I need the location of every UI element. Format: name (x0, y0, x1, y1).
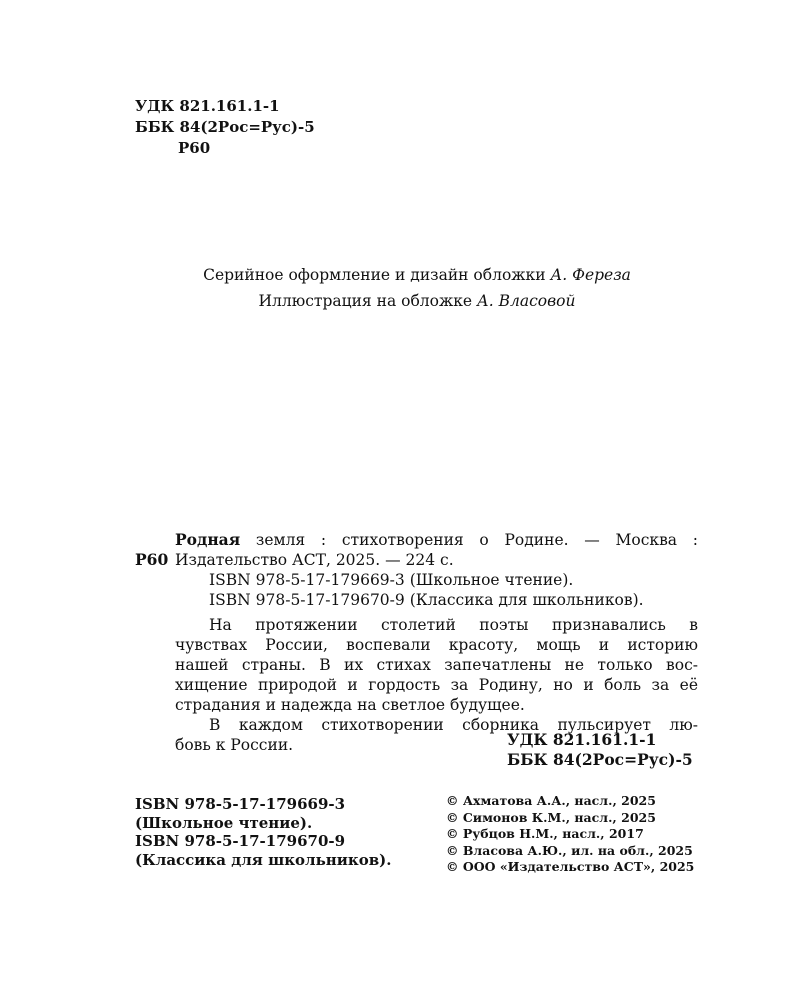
record-udk-code: УДК 821.161.1-1 (507, 730, 657, 749)
annotation-line: В каждом стихотворении сборника пульсирует лю- (209, 716, 698, 734)
isbn-footer-line: (Школьное чтение). (135, 813, 313, 832)
illustration-prefix: Иллюстрация на обложке (258, 292, 478, 310)
bbk-code: ББК 84(2Рос=Рус)-5 (135, 118, 315, 136)
record-classification (507, 730, 693, 770)
illustrator-name: А. Власовой (477, 292, 576, 310)
annotation-line: страдания и надежда на светлое будущее. (175, 696, 525, 714)
cover-designer-name: А. Фереза (550, 266, 631, 284)
book-title-bold: Родная (175, 530, 241, 549)
biblio-line-1 (175, 530, 698, 550)
copyright-notices (446, 793, 694, 876)
biblio-isbn-1: ISBN 978-5-17-179669-3 (Школьное чтение). (209, 571, 574, 589)
annotation-line: хищение природой и гордость за Родину, но и боль за её (175, 676, 698, 694)
annotation-line: На протяжении столетий поэты признавались в (209, 616, 698, 634)
record-bbk-code: ББК 84(2Рос=Рус)-5 (507, 750, 693, 769)
biblio-line-2 (135, 550, 698, 570)
bibliographic-record (135, 530, 698, 755)
biblio-line-1-rest: земля : стихотворения о Родине. — Москва : (240, 531, 698, 549)
isbn-footer-line: ISBN 978-5-17-179670-9 (135, 832, 346, 850)
classification-top (135, 96, 315, 159)
udk-code: УДК 821.161.1-1 (135, 97, 280, 115)
isbn-footer-line: ISBN 978-5-17-179669-3 (135, 795, 346, 813)
isbn-footer-line: (Классика для школьников). (135, 850, 392, 869)
publisher-line: Издательство АСТ, 2025. — 224 с. (175, 551, 454, 569)
isbn-footer (135, 795, 391, 869)
cover-design-prefix: Серийное оформление и дизайн обложки (203, 266, 551, 284)
illustration-credit (0, 288, 800, 314)
biblio-isbn-2: ISBN 978-5-17-179670-9 (Классика для школьников). (209, 591, 644, 609)
author-mark: Р60 (178, 139, 211, 157)
copyright-line: © Ахматова А.А., насл., 2025 (446, 793, 656, 808)
copyright-line: © ООО «Издательство АСТ», 2025 (446, 859, 695, 874)
annotation-line: нашей страны. В их стихах запечатлены не только вос- (175, 656, 698, 674)
annotation-line: чувствах России, воспевали красоту, мощь и историю (175, 636, 698, 654)
credits (0, 262, 800, 314)
copyright-line: © Симонов К.М., насл., 2025 (446, 809, 656, 825)
copyright-line: © Рубцов Н.М., насл., 2017 (446, 826, 644, 841)
copyright-line: © Власова А.Ю., ил. на обл., 2025 (446, 842, 693, 858)
annotation-line: бовь к России. (175, 736, 294, 754)
biblio-author-mark: Р60 (135, 550, 169, 569)
cover-design-credit (0, 262, 800, 288)
